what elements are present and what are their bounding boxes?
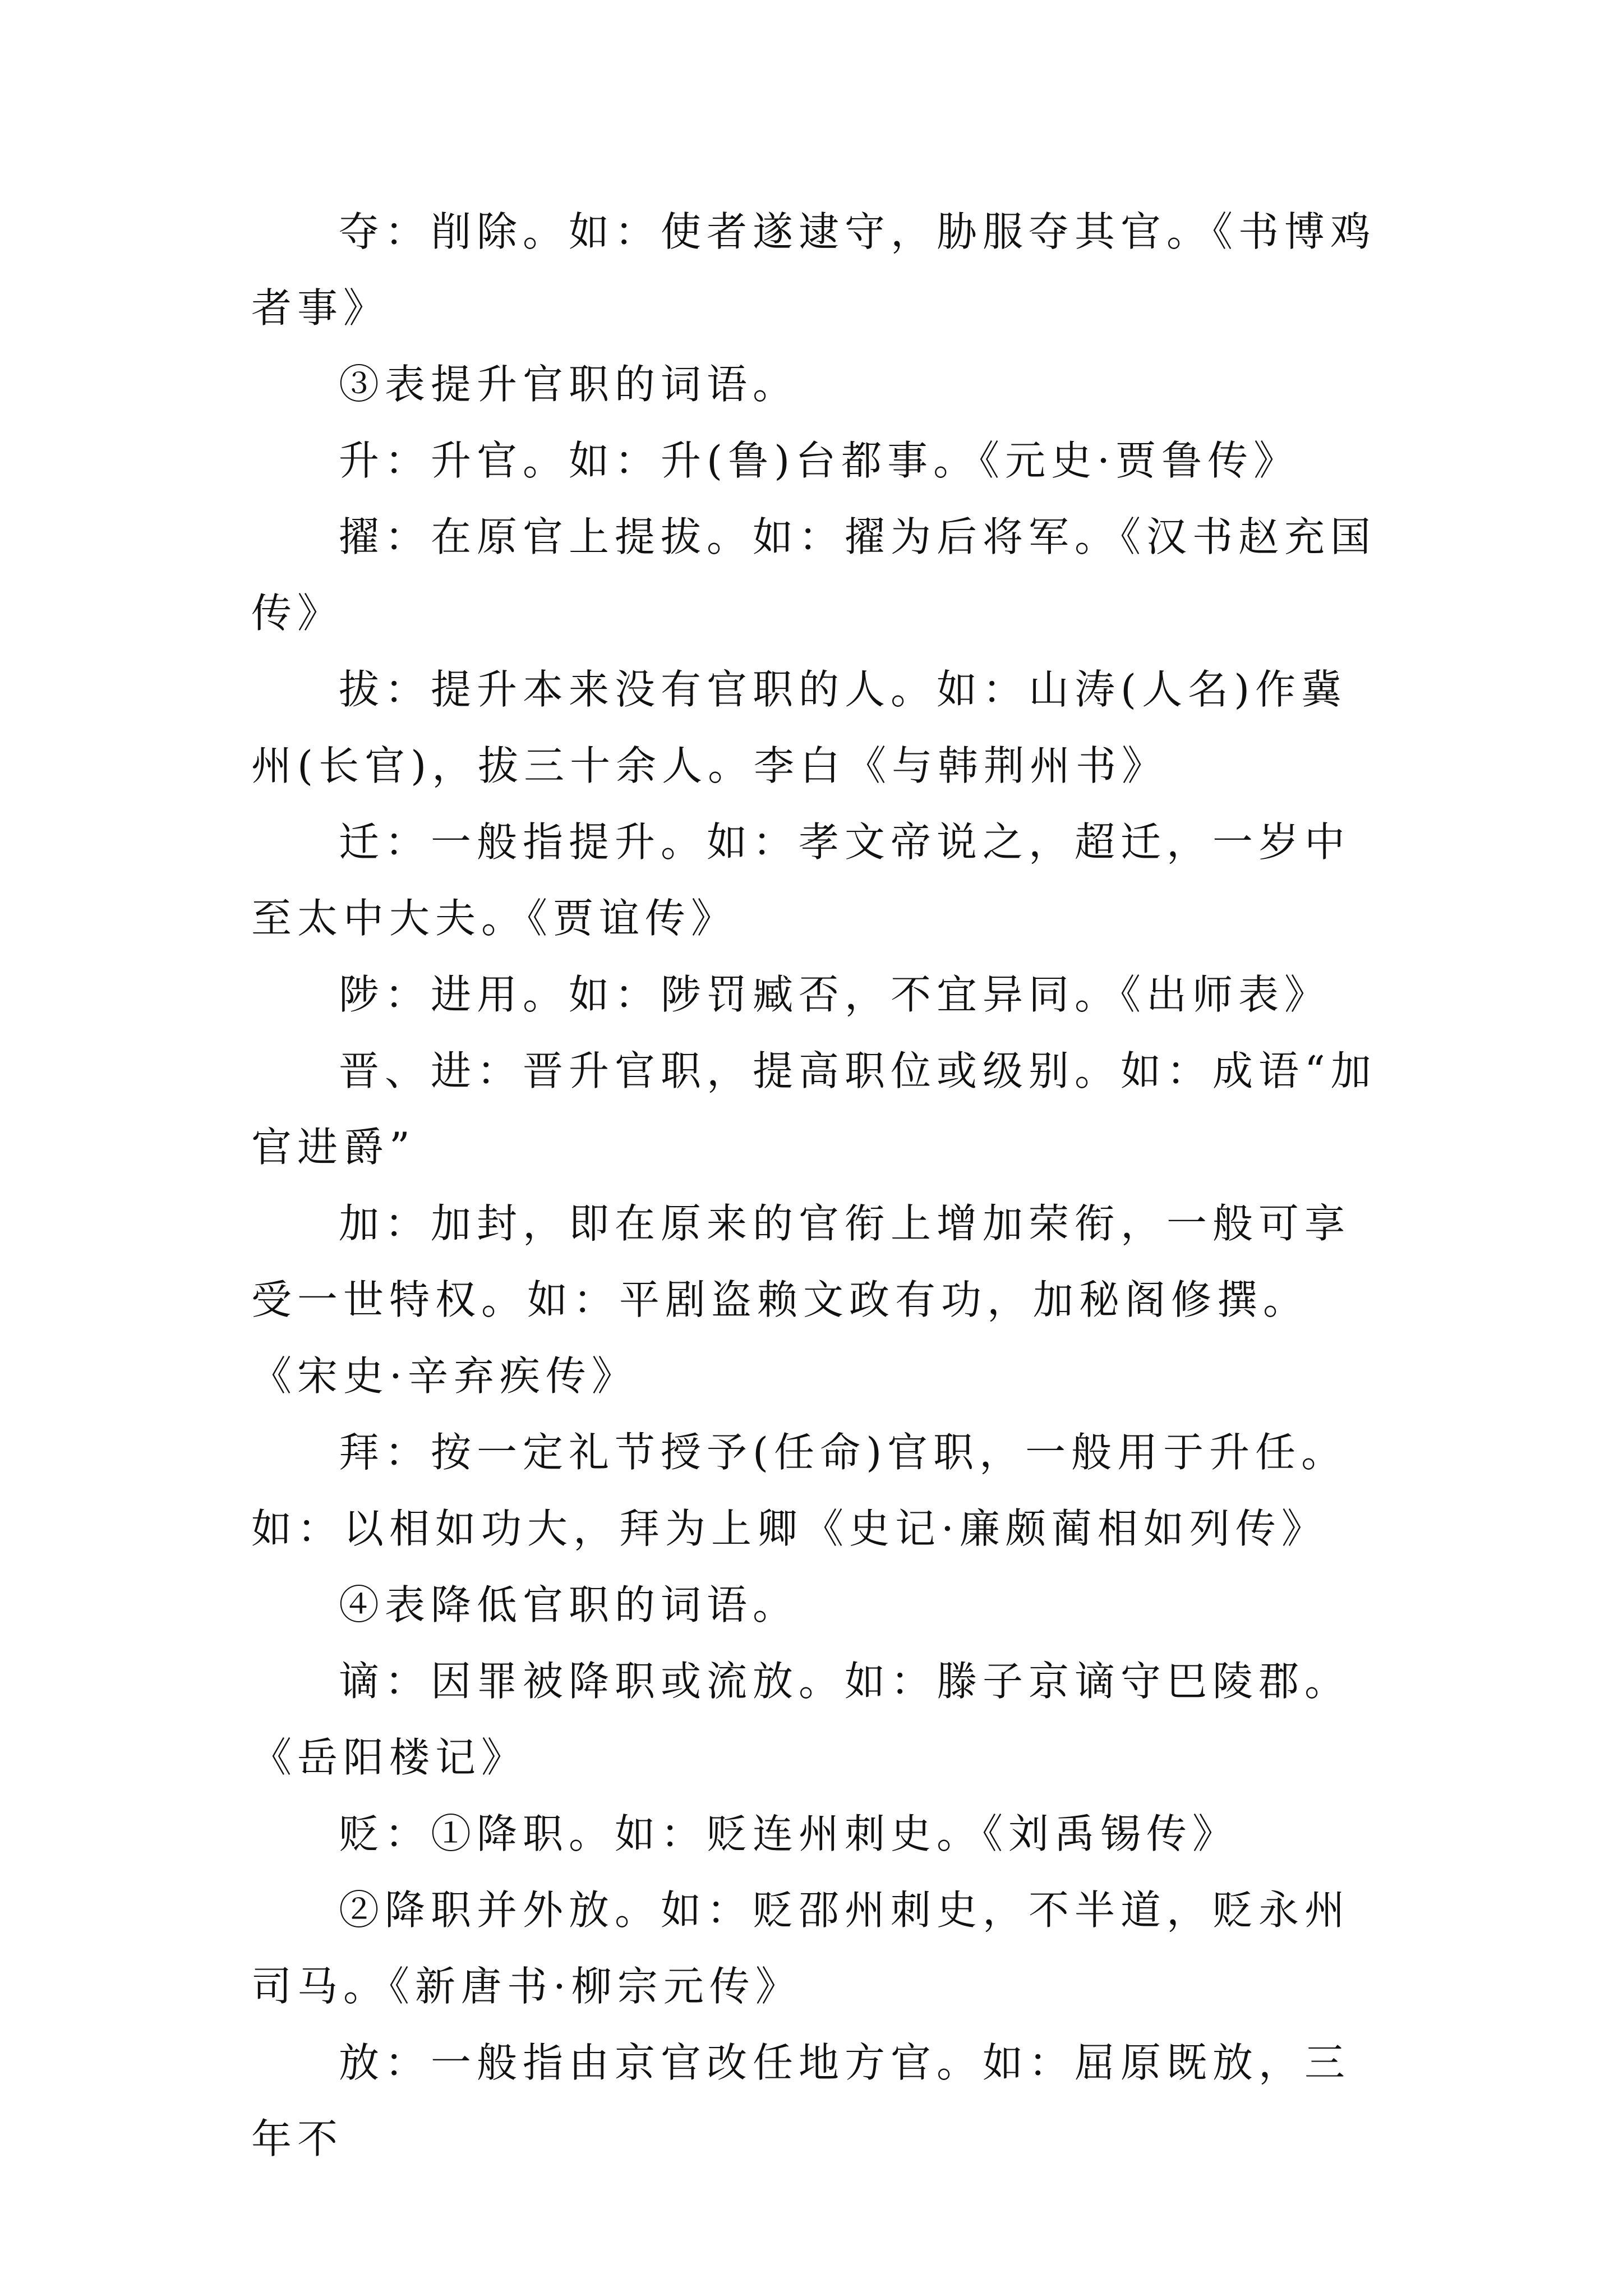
paragraph-zhe: 谪：因罪被降职或流放。如：滕子京谪守巴陵郡。《岳阳楼记》 [251, 1658, 1351, 1781]
paragraph-demotion-heading: ④表降低官职的词语。 [339, 1581, 799, 1628]
paragraph-zhi: 陟：进用。如：陟罚臧否，不宜异同。《出师表》 [339, 971, 1331, 1018]
paragraph-bian-2: ②降职并外放。如：贬邵州刺史，不半道，贬永州司马。《新唐书·柳宗元传》 [251, 1887, 1351, 2010]
paragraph-duo: 夺：削除。如：使者遂逮守，胁服夺其官。《书博鸡者事》 [251, 208, 1377, 332]
paragraph-qian: 迁：一般指提升。如：孝文帝说之，超迁，一岁中至太中大夫。《贾谊传》 [251, 818, 1351, 942]
paragraph-jin: 晋、进：晋升官职，提高职位或级别。如：成语“加官进爵” [251, 1047, 1377, 1171]
paragraph-zhuo: 擢：在原官上提拔。如：擢为后将军。《汉书赵充国传》 [251, 513, 1377, 637]
paragraph-sheng: 升：升官。如：升(鲁)台都事。《元史·贾鲁传》 [339, 437, 1300, 484]
paragraph-fang: 放：一般指由京官改任地方官。如：屈原既放，三年不 [251, 2039, 1351, 2162]
paragraph-bian-1: 贬：①降职。如：贬连州刺史。《刘禹锡传》 [339, 1810, 1239, 1857]
paragraph-ba: 拔：提升本来没有官职的人。如：山涛(人名)作冀州(长官)，拔三十余人。李白《与韩荆州书》 [251, 666, 1348, 789]
paragraph-bai: 拜：按一定礼节授予(任命)官职，一般用于升任。如：以相如功大，拜为上卿《史记·廉颇蔺相如列传》 [251, 1429, 1348, 1552]
document-body [251, 194, 1378, 2177]
paragraph-jia: 加：加封，即在原来的官衔上增加荣衔，一般可享受一世特权。如：平剧盗赖文政有功，加秘阁修撰。《宋史·辛弃疾传》 [251, 1200, 1351, 1400]
paragraph-promotion-heading: ③表提升官职的词语。 [339, 361, 799, 408]
